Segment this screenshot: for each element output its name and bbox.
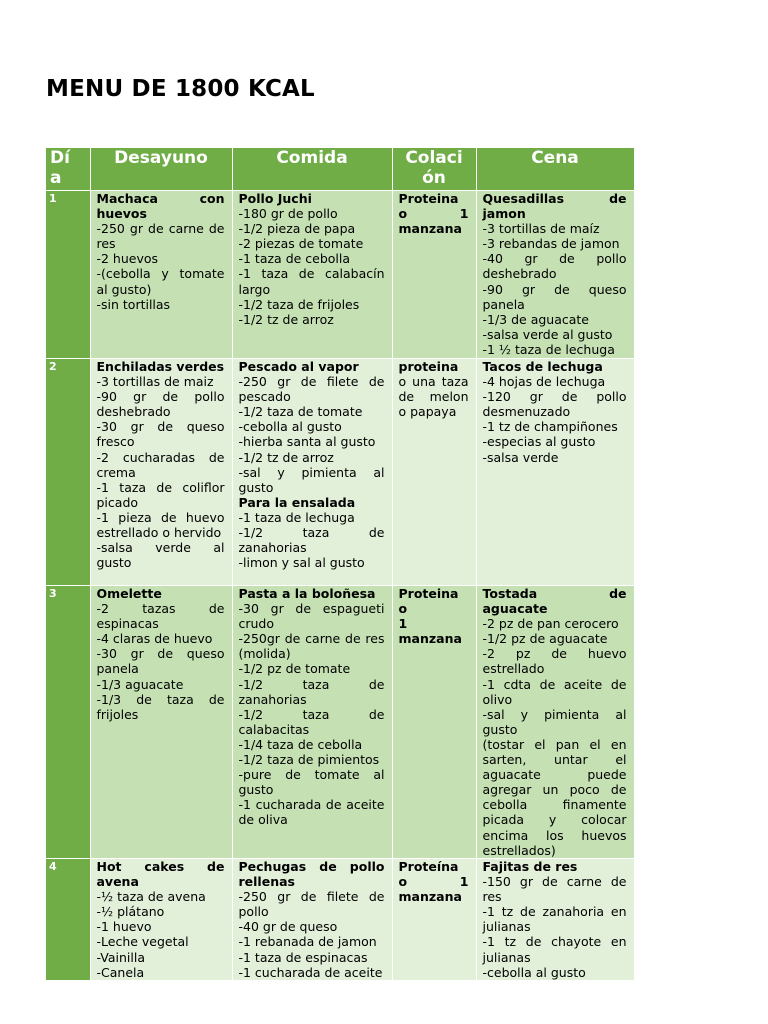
cell-desayuno xyxy=(90,191,232,359)
ingredient-line: -2 piezas de tomate xyxy=(238,236,364,252)
ingredient-line: -1/2 taza de zanahorias xyxy=(238,525,385,556)
dish-title: Proteina o 1 manzana xyxy=(398,191,469,237)
dish-title: Enchiladas verdes xyxy=(96,359,225,374)
header-colacion: Colaci ón xyxy=(392,148,476,191)
ingredient-line: -1/2 taza de pimientos xyxy=(238,752,380,768)
ingredient-line: -4 hojas de lechuga xyxy=(482,374,606,390)
header-cena: Cena xyxy=(476,148,634,191)
ingredient-line: -40 gr de pollo deshebrado xyxy=(482,251,627,282)
header-comida: Comida xyxy=(232,148,392,191)
cell-desayuno xyxy=(90,859,232,981)
ingredient-line: -1/2 taza de calabacitas xyxy=(238,706,385,737)
ingredient-line: -2 tazas de espinacas xyxy=(96,601,225,632)
dish-title: Proteína o 1 manzana xyxy=(398,859,469,905)
ingredient-line: -salsa verde al gusto xyxy=(482,326,613,342)
ingredient-line: -250 gr de filete de pollo xyxy=(238,889,385,920)
table-row xyxy=(46,191,634,359)
cell-cena xyxy=(476,586,634,859)
ingredient-line: -1/2 pz de aguacate xyxy=(482,631,608,647)
ingredient-line: -Canela xyxy=(96,964,145,980)
dish-title: Pollo Juchi xyxy=(238,191,312,206)
ingredient-line: -salsa verde al gusto xyxy=(96,540,225,571)
cell-cena xyxy=(476,859,634,981)
ingredient-line: -sal y pimienta al gusto xyxy=(238,464,385,495)
cell-comida xyxy=(232,359,392,586)
ingredient-line: -1 cdta de aceite de olivo xyxy=(482,676,627,707)
ingredient-line: -sal y pimienta al gusto xyxy=(482,706,627,737)
dish-title: Pasta a la boloñesa xyxy=(238,586,376,601)
ingredient-line: -180 gr de pollo xyxy=(238,206,338,222)
ingredient-line: -30 gr de queso panela xyxy=(96,646,225,677)
ingredient-line: -1/4 taza de cebolla xyxy=(238,736,363,752)
day-number: 4 xyxy=(46,859,90,981)
ingredient-line: o una taza de melon o papaya xyxy=(398,374,469,420)
ingredient-line: -1/2 tz de arroz xyxy=(238,449,334,465)
dish-title: 1 manzana xyxy=(398,616,462,647)
dish-title: Pechugas de pollo rellenas xyxy=(238,859,385,890)
ingredient-line: -1/3 de taza de frijoles xyxy=(96,691,225,722)
ingredient-line: -1 tz de zanahoria en julianas xyxy=(482,904,627,935)
header-dia: Dí a xyxy=(46,148,90,191)
ingredient-line: -½ plátano xyxy=(96,904,165,920)
dish-title: Tostada de aguacate xyxy=(482,586,627,617)
ingredient-line: -1/2 taza de tomate xyxy=(238,404,363,420)
ingredient-line: (tostar el pan el en sarten, untar el aguacate puede agregar un poco de cebolla finamente picada y colocar encima los huevos estrellados) xyxy=(482,736,627,858)
cell-comida xyxy=(232,586,392,859)
ingredient-line: -1/2 tz de arroz xyxy=(238,311,334,327)
table-row xyxy=(46,586,634,859)
ingredient-line: -pure de tomate al gusto xyxy=(238,767,385,798)
cell-cena xyxy=(476,359,634,586)
ingredient-line: -Leche vegetal xyxy=(96,934,189,950)
table-row xyxy=(46,859,634,981)
ingredient-line: -sin tortillas xyxy=(96,296,171,312)
ingredient-line: -1/2 pz de tomate xyxy=(238,661,351,677)
ingredient-line: -1 taza de cebolla xyxy=(238,251,351,267)
ingredient-line: -250 gr de filete de pescado xyxy=(238,374,385,405)
ingredient-line: -3 tortillas de maiz xyxy=(96,374,214,390)
ingredient-line: -1 taza de espinacas xyxy=(238,949,368,965)
ingredient-line: -3 tortillas de maíz xyxy=(482,221,600,237)
dish-title: Fajitas de res xyxy=(482,859,578,874)
ingredient-line: -1 cucharada de aceite de oliva xyxy=(238,797,385,828)
day-number: 3 xyxy=(46,586,90,859)
dish-title: Pescado al vapor xyxy=(238,359,359,374)
ingredient-line: -1 taza de coliflor picado xyxy=(96,479,225,510)
cell-comida xyxy=(232,859,392,981)
day-number: 1 xyxy=(46,191,90,359)
ingredient-line: -1 huevo xyxy=(96,919,152,935)
ingredient-line: -cebolla al gusto xyxy=(238,419,342,435)
ingredient-line: -salsa verde xyxy=(482,449,559,465)
ingredient-line: -1/2 pieza de papa xyxy=(238,221,356,237)
cell-desayuno xyxy=(90,586,232,859)
day-number: 2 xyxy=(46,359,90,586)
cell-colacion xyxy=(392,859,476,981)
ingredient-line: -1/3 de aguacate xyxy=(482,311,590,327)
ingredient-line: -30 gr de queso fresco xyxy=(96,419,225,450)
ingredient-line: -2 pz de huevo estrellado xyxy=(482,646,627,677)
ingredient-line: -1 ½ taza de lechuga xyxy=(482,341,615,357)
cell-comida xyxy=(232,191,392,359)
ingredient-line: -Vainilla xyxy=(96,949,145,965)
ingredient-line: -90 gr de queso panela xyxy=(482,281,627,312)
ingredient-line: -2 huevos xyxy=(96,251,159,267)
ingredient-line: -250gr de carne de res (molida) xyxy=(238,631,385,662)
dish-title: Quesadillas de jamon xyxy=(482,191,627,222)
ingredient-line: -40 gr de queso xyxy=(238,919,338,935)
ingredient-line: -4 claras de huevo xyxy=(96,631,213,647)
dish-title: Tacos de lechuga xyxy=(482,359,603,374)
table-header-row xyxy=(46,148,634,191)
cell-colacion xyxy=(392,359,476,586)
ingredient-line: -(cebolla y tomate al gusto) xyxy=(96,266,225,297)
ingredient-line: -1/2 taza de zanahorias xyxy=(238,676,385,707)
page-title: MENU DE 1800 KCAL xyxy=(46,76,315,102)
ingredient-line: -1 rebanada de jamon xyxy=(238,934,377,950)
ingredient-line: -1 taza de lechuga xyxy=(238,509,355,525)
ingredient-line: -½ taza de avena xyxy=(96,889,206,905)
ingredient-line: -2 pz de pan cerocero xyxy=(482,616,619,632)
ingredient-line: -especias al gusto xyxy=(482,434,596,450)
dish-title: Omelette xyxy=(96,586,162,601)
ingredient-line: -1 tz de chayote en julianas xyxy=(482,934,627,965)
ingredient-line: -90 gr de pollo deshebrado xyxy=(96,389,225,420)
header-desayuno: Desayuno xyxy=(90,148,232,191)
ingredient-line: -120 gr de pollo desmenuzado xyxy=(482,389,627,420)
ingredient-line: -limon y sal al gusto xyxy=(238,555,365,571)
table-row xyxy=(46,359,634,586)
cell-cena xyxy=(476,191,634,359)
ingredient-line: -hierba santa al gusto xyxy=(238,434,376,450)
ingredient-line: -250 gr de carne de res xyxy=(96,221,225,252)
dish-title: proteina xyxy=(398,359,459,374)
ingredient-line: -30 gr de espagueti crudo xyxy=(238,601,385,632)
ingredient-line: -3 rebandas de jamon xyxy=(482,236,620,252)
dish-title: Proteina o xyxy=(398,586,459,617)
ingredient-line: -cebolla al gusto xyxy=(482,964,586,980)
ingredient-line: -1 cucharada de aceite xyxy=(238,964,383,980)
dish-title: Hot cakes de avena xyxy=(96,859,225,890)
cell-desayuno xyxy=(90,359,232,586)
table-body xyxy=(46,191,634,981)
ingredient-line: -1 pieza de huevo estrellado o hervido xyxy=(96,509,225,541)
ingredient-line: -1/2 taza de frijoles xyxy=(238,296,360,312)
dish-title: Para la ensalada xyxy=(238,494,356,510)
ingredient-line: -1/3 aguacate xyxy=(96,676,184,692)
dish-title: Machaca con huevos xyxy=(96,191,225,222)
ingredient-line: -150 gr de carne de res xyxy=(482,874,627,905)
ingredient-line: -1 taza de calabacín largo xyxy=(238,266,385,297)
cell-colacion xyxy=(392,191,476,359)
ingredient-line: -2 cucharadas de crema xyxy=(96,449,225,480)
menu-table xyxy=(46,148,635,981)
cell-colacion xyxy=(392,586,476,859)
ingredient-line: -1 tz de champiñones xyxy=(482,419,618,435)
